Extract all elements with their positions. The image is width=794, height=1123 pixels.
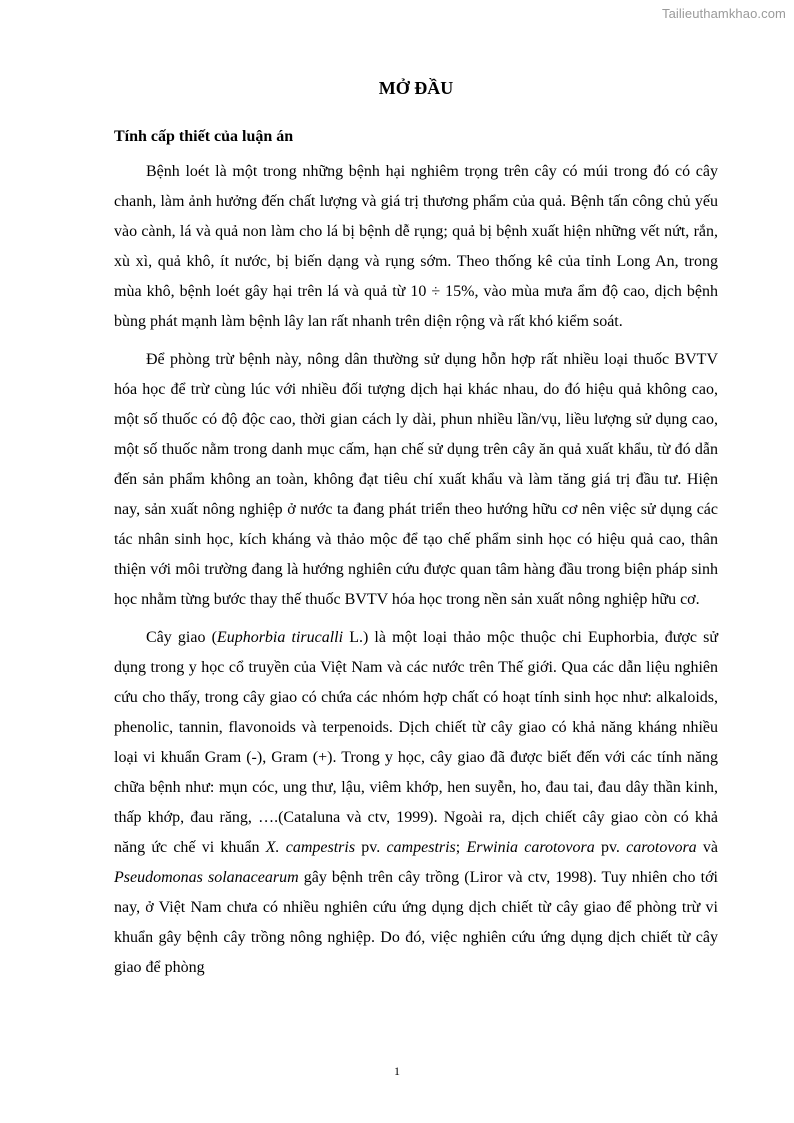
species-name-italic: Euphorbia tirucalli (216, 629, 344, 646)
paragraph-3-text: pv. (355, 839, 387, 856)
paragraph-3-text: pv. (594, 839, 627, 856)
paragraph-1: Bệnh loét là một trong những bệnh hại nghiêm trọng trên cây có múi trong đó có cây chanh, làm ảnh hưởng đến chất lượng và giá trị thương phẩm của quả. Bệnh tấn công chủ yếu vào cành, lá và quả non làm cho lá bị bệnh dễ rụng; quả bị bệnh xuất hiện những vết nứt, rắn, xù xì, quả khô, ít nước, bị biến dạng và rụng sớm. Theo thống kê của tỉnh Long An, trong mùa khô, bệnh loét gây hại trên lá và quả từ 10 ÷ 15%, vào mùa mưa ẩm độ cao, dịch bệnh bùng phát mạnh làm bệnh lây lan rất nhanh trên diện rộng và rất khó kiểm soát. (114, 163, 718, 330)
watermark-text: Tailieuthamkhao.com (661, 6, 786, 21)
paragraph-2: Để phòng trừ bệnh này, nông dân thường sử dụng hỗn hợp rất nhiều loại thuốc BVTV hóa học để trừ cùng lúc với nhiều đối tượng dịch hại khác nhau, do đó hiệu quả không cao, một số thuốc có độ độc cao, thời gian cách ly dài, phun nhiều lần/vụ, liều lượng sử dụng cao, một số thuốc nằm trong danh mục cấm, hạn chế sử dụng trên cây ăn quả xuất khẩu, từ đó dẫn đến sản phẩm không an toàn, không đạt tiêu chí xuất khẩu và làm tăng giá trị đầu tư. Hiện nay, sản xuất nông nghiệp ở nước ta đang phát triển theo hướng hữu cơ nên việc sử dụng các tác nhân sinh học, kích kháng và thảo mộc để tạo chế phẩm sinh học có hiệu quả cao, thân thiện với môi trường đang là hướng nghiên cứu được quan tâm hàng đầu trong biện pháp sinh học nhằm từng bước thay thế thuốc BVTV hóa học trong nền sản xuất nông nghiệp hữu cơ. (114, 351, 718, 608)
paragraph-3-text: ; (455, 839, 467, 856)
document-page (114, 76, 718, 991)
species-name-italic: X. campestris (265, 839, 356, 856)
species-name-italic: carotovora (626, 839, 697, 856)
paragraph-3-text: Cây giao ( (146, 629, 217, 646)
section-heading: Tính cấp thiết của luận án (114, 128, 294, 145)
document-title: MỞ ĐẦU (378, 78, 454, 98)
paragraph-3 (114, 623, 718, 983)
species-name-italic: Pseudomonas solanacearum (114, 869, 299, 886)
species-name-italic: campestris (386, 839, 456, 856)
page-number: 1 (394, 1064, 400, 1078)
species-name-italic: Erwinia carotovora (466, 839, 595, 856)
paragraph-3-text: và (696, 839, 718, 856)
paragraph-3-text: L.) là một loại thảo mộc thuộc chi Euphorbia, được sử dụng trong y học cổ truyền của Việt Nam và các nước trên Thế giới. Qua các dẫn liệu nghiên cứu cho thấy, trong cây giao có chứa các nhóm hợp chất có hoạt tính sinh học như: alkaloids, phenolic, tannin, flavonoids và terpenoids. Dịch chiết từ cây giao có khả năng kháng nhiều loại vi khuẩn Gram (-), Gram (+). Trong y học, cây giao đã được biết đến với các tính năng chữa bệnh như: mụn cóc, ung thư, lậu, viêm khớp, hen suyễn, ho, đau tai, đau dây thần kinh, thấp khớp, đau răng, ….(Cataluna và ctv, 1999). Ngoài ra, dịch chiết cây giao còn có khả năng ức chế vi khuẩn (114, 629, 719, 856)
paragraph-3-text: gây bệnh trên cây trồng (Liror và ctv, 1998). Tuy nhiên cho tới nay, ở Việt Nam chưa có nhiều nghiên cứu ứng dụng dịch chiết từ cây giao để phòng trừ vi khuẩn gây bệnh cây trồng nông nghiệp. Do đó, việc nghiên cứu ứng dụng dịch chiết từ cây giao để phòng (114, 869, 718, 976)
